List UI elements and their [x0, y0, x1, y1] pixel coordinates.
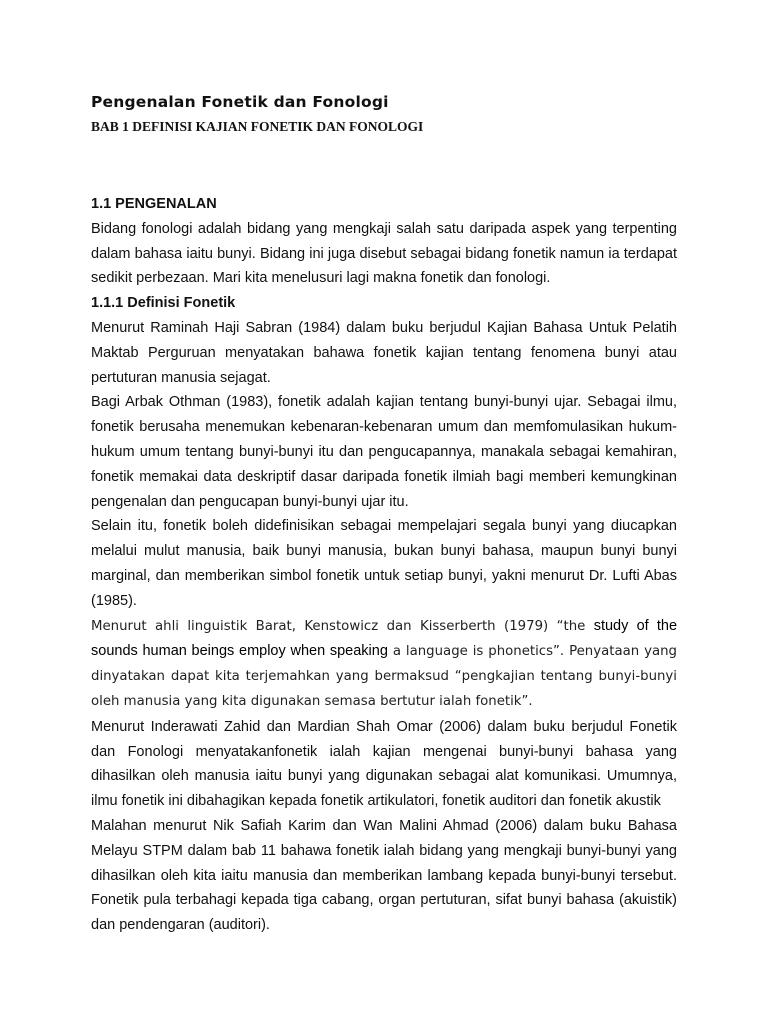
paragraph-inderawati: Menurut Inderawati Zahid dan Mardian Shah Omar (2006) dalam buku berjudul Fonetik dan Fonologi menyatakanfonetik ialah kajian mengenai bunyi-bunyi bahasa yang dihasilkan oleh manusia iaitu bunyi yang digunakan sebagai alat komunikasi. Umumnya, ilmu fonetik ini dibahagikan kepada fonetik artikulatori, fonetik auditori dan fonetik akustik	[91, 718, 677, 810]
section-heading-definisi-fonetik: 1.1.1 Definisi Fonetik	[91, 295, 236, 312]
paragraph-intro: Bidang fonologi adalah bidang yang mengkaji salah satu daripada aspek yang terpenting dalam bahasa iaitu bunyi. Bidang ini juga disebut sebagai bidang fonetik namun ia terdapat sedikit perbezaan. Mari kita menelusuri lagi makna fonetik dan fonologi.	[91, 220, 677, 287]
document-page	[91, 90, 677, 938]
barat-text-start: Menurut ahli linguistik Barat, Kenstowicz dan Kisserberth (1979) “the	[91, 618, 594, 634]
chapter-heading: BAB 1 DEFINISI KAJIAN FONETIK DAN FONOLOGI	[91, 119, 424, 134]
paragraph-nik-safiah: Malahan menurut Nik Safiah Karim dan Wan Malini Ahmad (2006) dalam buku Bahasa Melayu STPM dalam bab 11 bahawa fonetik ialah bidang yang mengkaji bunyi-bunyi yang dihasilkan oleh kita iaitu manusia dan memberikan lambang kepada bunyi-bunyi tersebut. Fonetik pula terbahagi kepada tiga cabang, organ pertuturan, sifat bunyi bahasa (akuistik) dan pendengaran (auditori).	[91, 817, 677, 934]
barat-quote-emphasis: study of the sounds human beings employ when speaking	[91, 617, 678, 660]
paragraph-lufti: Selain itu, fonetik boleh didefinisikan sebagai mempelajari segala bunyi yang diucapkan melalui mulut manusia, baik bunyi manusia, bukan bunyi bahasa, maupun bunyi bunyi marginal, dan memberikan simbol fonetik untuk setiap bunyi, yakni menurut Dr. Lufti Abas (1985).	[91, 518, 677, 609]
paragraph-barat	[91, 614, 677, 715]
barat-text-end: a language is phonetics”. Penyataan yang dinyatakan dapat kita terjemahkan yang bermaksud “pengkajian tentang bunyi-bunyi oleh manusia yang kita digunakan semasa bertutur ialah fonetik”.	[91, 644, 677, 709]
paragraph-arbak: Bagi Arbak Othman (1983), fonetik adalah kajian tentang bunyi-bunyi ujar. Sebagai ilmu, fonetik berusaha menemukan kebenaran-kebenaran umum dan memfomulasikan hukum-hukum umum tentang bunyi-bunyi itu dan pengucapannya, manakala sebagai kemahiran, fonetik memakai data deskriptif dasar daripada fonetik ilmiah bagi memberi kemungkinan pengenalan dan pengucapan bunyi-bunyi ujar itu.	[91, 394, 677, 510]
section-heading-pengenalan: 1.1 PENGENALAN	[91, 196, 217, 212]
spacer	[91, 140, 677, 192]
document-title: Pengenalan Fonetik dan Fonologi	[91, 93, 389, 111]
paragraph-raminah: Menurut Raminah Haji Sabran (1984) dalam buku berjudul Kajian Bahasa Untuk Pelatih Maktab Perguruan menyatakan bahawa fonetik kajian tentang fenomena bunyi atau pertuturan manusia sejagat.	[91, 319, 677, 386]
